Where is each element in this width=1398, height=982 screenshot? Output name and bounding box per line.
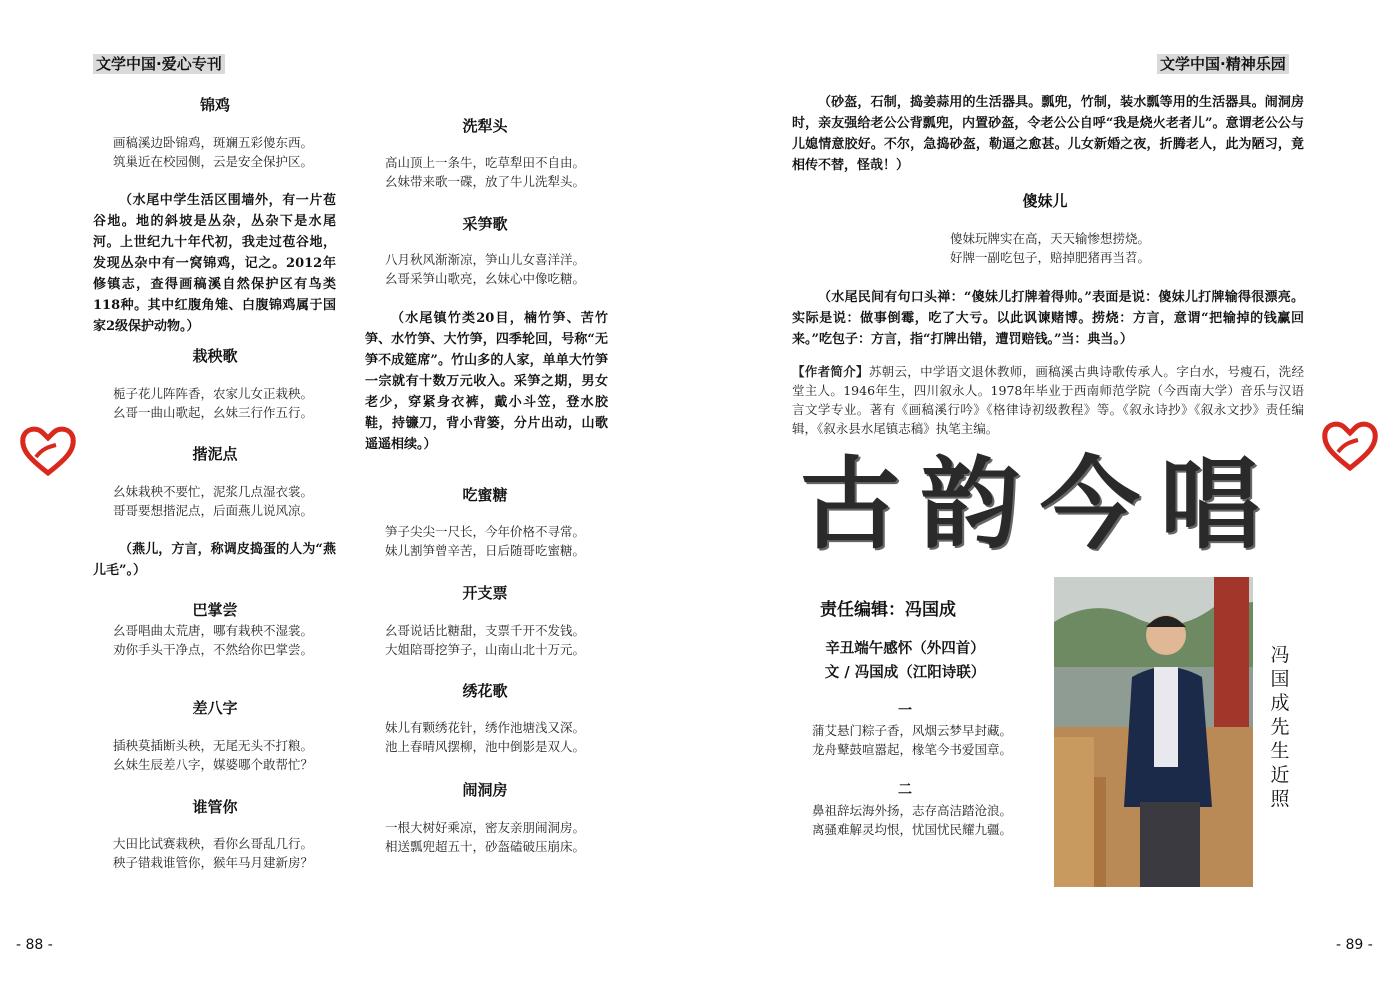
poem-title: 开支票	[462, 584, 508, 602]
section-number: 一	[898, 703, 912, 719]
poem-line: 秧子错栽谁管你，猴年马月建新房？	[112, 855, 313, 870]
poem-body	[365, 522, 605, 560]
poem-title: 采笋歌	[462, 215, 508, 233]
author-bio-label: 【作者简介】	[792, 364, 869, 379]
poem-line: 幺哥唱曲太荒唐，哪有栽秧不湿裳。	[112, 623, 313, 638]
photo-caption: 冯国成先生近照	[1270, 644, 1290, 810]
poem-title: 吃蜜糖	[462, 486, 508, 504]
poem-title: 锦鸡	[199, 96, 230, 114]
poem-title: 差八字	[192, 699, 238, 717]
poem-line: 幺妹带来歌一碟，放了牛儿洗犁头。	[384, 174, 585, 189]
poem-title: 洗犁头	[462, 117, 508, 135]
poem-line: 蒲艾悬门粽子香，风烟云梦早封藏。	[811, 723, 1012, 738]
author-photo	[1054, 577, 1253, 887]
poem-title: 巴掌尝	[192, 601, 238, 619]
poem-line: 妹儿有颗绣花针，绣作池塘浅又深。	[384, 720, 585, 735]
poem-line: 幺哥说话比糖甜，支票千开不发钱。	[384, 623, 585, 638]
page-number: - 89 -	[1336, 937, 1373, 953]
poem-line: 池上春晴风摆柳，池中倒影是双人。	[384, 739, 585, 754]
annotation-note: （水尾中学生活区围墙外，有一片苞谷地。地的斜坡是丛杂，丛杂下是水尾河。上世纪九十年代初，我走过苞谷地，发现丛杂中有一窝锦鸡，记之。2012年修镇志，查得画稿溪自然保护区有鸟类118种。其中红腹角雉、白腹锦鸡属于国家2级保护动物。）	[93, 193, 336, 334]
poem-body	[792, 801, 1032, 839]
poem-line: 高山顶上一条牛，吃草犁田不自由。	[384, 155, 585, 170]
poem-body	[93, 384, 333, 422]
poem-body	[93, 736, 333, 774]
poem-title: 傻妹儿	[1022, 192, 1068, 210]
poem-line: 好牌一副吃包子，赔掉肥猪再当苕。	[949, 250, 1150, 265]
poem-line: 筑巢近在校园侧，云是安全保护区。	[112, 154, 313, 169]
poem-body	[93, 133, 333, 171]
poem-body	[93, 621, 333, 659]
poem-line: 幺妹栽秧不要忙，泥浆几点湿衣裳。	[112, 484, 313, 499]
poem-body	[365, 250, 605, 288]
poem-byline: 文 / 冯国成（江阳诗联）	[824, 664, 986, 681]
poem-body	[365, 621, 605, 659]
poem-body	[365, 153, 605, 191]
poem-line: 大姐陪哥挖笋子，山南山北十万元。	[384, 642, 585, 657]
poem-line: 龙舟鼙鼓喧嚣起，椽笔今书爱国章。	[811, 742, 1012, 757]
poem-line: 笋子尖尖一尺长，今年价格不寻常。	[384, 524, 585, 539]
poem-line: 妹儿割笋曾辛苦，日后随哥吃蜜糖。	[384, 543, 585, 558]
poem-line: 相送瓢兜超五十，砂盔磕破压崩床。	[384, 839, 585, 854]
heart-hand-icon	[18, 423, 78, 477]
poem-line: 鼻祖辞坛海外扬，志存高洁踏沧浪。	[811, 803, 1012, 818]
section-number: 二	[898, 782, 912, 798]
poem-line: 八月秋风渐渐凉，笋山儿女喜洋洋。	[384, 252, 585, 267]
left-page-header: 文学中国·爱心专刊	[93, 54, 225, 74]
author-bio	[792, 362, 1304, 438]
poem-line: 大田比试赛栽秧，看你幺哥乱几行。	[112, 836, 313, 851]
poem-line: 插秧莫插断头秧，无尾无头不打粮。	[112, 738, 313, 753]
poem-title: 绣花歌	[462, 682, 508, 700]
poem-body	[93, 482, 333, 520]
section-banner: 古韵今唱	[800, 446, 1280, 563]
poem-title: 谁管你	[192, 798, 238, 816]
poem-line: 傻妹玩牌实在高，天天输惨想捞烧。	[949, 231, 1150, 246]
poem-line: 一根大树好乘凉，密友亲朋闹洞房。	[384, 820, 585, 835]
annotation-note: （水尾民间有句口头禅：“傻妹儿打牌着得帅。”表面是说：傻妹儿打牌输得很漂亮。实际是说：做事倒霉，吃了大亏。以此讽谏赌博。捞烧：方言，意谓“把输掉的钱赢回来。”吃包子：方言，指“打牌出错，遭罚赔钱。”当：典当。）	[792, 290, 1304, 347]
poem-set-title	[800, 637, 1010, 685]
poem-body	[860, 229, 1240, 267]
poem-set-name: 辛丑端午感怀（外四首）	[825, 640, 985, 657]
annotation-note: （水尾镇竹类20目，楠竹笋、苦竹笋、水竹笋、大竹笋，四季轮回，号称“无笋不成筵席”。竹山多的人家，单单大竹笋一宗就有十数万元收入。采笋之期，男女老少，穿紧身衣裤，戴小斗笠，登水胶鞋，持镰刀，背小背篓，分片出动，山歌遥遥相续。）	[365, 311, 608, 452]
page-number: - 88 -	[16, 937, 53, 953]
author-bio-text: 苏朝云，中学语文退休教师，画稿溪古典诗歌传承人。字白水，号瘦石，洗经堂主人。1946年生，四川叙永人。1978年毕业于西南师范学院（今西南大学）音乐与汉语言文学专业。著有《画稿溪行吟》《格律诗初级教程》等。《叙永诗抄》《叙永文抄》责任编辑，《叙永县水尾镇志稿》执笔主编。	[792, 364, 1304, 436]
poem-line: 栀子花儿阵阵香，农家儿女正栽秧。	[112, 386, 313, 401]
poem-body	[792, 721, 1032, 759]
poem-line: 画稿溪边卧锦鸡，斑斓五彩傻东西。	[112, 135, 313, 150]
annotation-note: （燕儿，方言，称调皮捣蛋的人为“燕儿毛”。）	[93, 542, 336, 578]
poem-title: 栽秧歌	[192, 347, 238, 365]
poem-title: 闹洞房	[462, 781, 508, 799]
right-page-header: 文学中国·精神乐园	[1157, 54, 1289, 74]
poem-body	[93, 834, 333, 872]
poem-line: 离骚难解灵均恨，忧国忧民耀九疆。	[811, 822, 1012, 837]
annotation-note: （砂盔，石制，捣姜蒜用的生活器具。瓢兜，竹制，装水瓢等用的生活器具。闹洞房时，亲友强给老公公背瓢兜，内置砂盔，令老公公自呼“我是烧火老者儿”。意谓老公公与儿媳情意胶好。不尔，急捣砂盔，勒逼之愈甚。儿女新婚之夜，折腾老人，此为陋习，竟相传不替，怪哉！）	[792, 95, 1304, 173]
poem-body	[365, 818, 605, 856]
poem-body	[365, 718, 605, 756]
poem-line: 哥哥要想揩泥点，后面燕儿说风凉。	[112, 503, 313, 518]
heart-hand-icon	[1320, 418, 1380, 472]
poem-line: 幺哥一曲山歌起，幺妹三行作五行。	[112, 405, 313, 420]
poem-line: 幺哥采笋山歌亮，幺妹心中像吃糖。	[384, 271, 585, 286]
editor-line: 责任编辑：冯国成	[820, 600, 956, 620]
poem-line: 幺妹生辰差八字，媒婆哪个敢帮忙？	[112, 757, 313, 772]
poem-line: 劝你手头干净点，不然给你巴掌尝。	[112, 642, 313, 657]
poem-title: 揩泥点	[192, 445, 238, 463]
